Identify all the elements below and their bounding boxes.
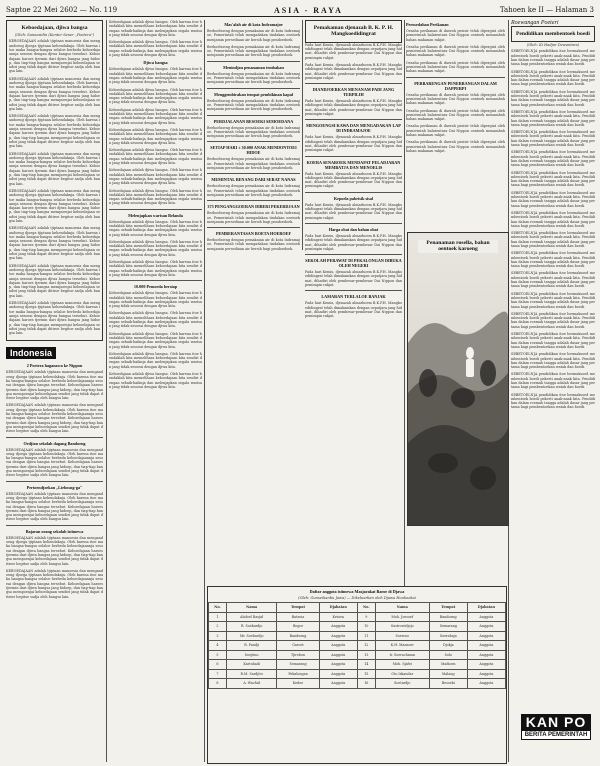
stamp-subtitle: BERITA PEMERINTAH (521, 730, 591, 740)
column-rule (106, 20, 107, 762)
table-cell: Anggota (319, 660, 357, 670)
column-rule (302, 20, 303, 250)
date-issue: Saptoe 22 Mei 2602 — No. 119 (6, 6, 118, 14)
article-body: Keboedajaan adalah djiwa bangsa. Oleh karena itoe hendaklah kita memelihara keboedajaan kita sendiri dengan sebaik-baiknja dan melenjapkan segala warisan jang tidak sesoeai dengan djiwa kita. (109, 372, 202, 389)
article-body: KEBOEDAJAAN adalah tjiptaan manoesia dan mengandoeng djoega tjiptaan kehendaknja. Oleh karena itoe maka bangsa-bangsa selaloe berbeda keboedajaannja sesoeai dengan djiwa bangsa tersebut. Keboedajaan haroes tjermin dari djiwa bangsa jang hidoep, dan tiap-tiap bangsa mempoenjai keboedajaan sendiri jang tidak dapat ditiroe begitoe sadja oleh bangsa lain. (6, 568, 103, 599)
table-cell: Garoet (277, 641, 319, 651)
article-headline: Keboedajaan, djiwa bangsa (21, 25, 88, 31)
table-cell: Semarang (277, 660, 319, 670)
table-header-cell: Tempat (277, 603, 319, 613)
table-cell: Mr. Soebardjo (226, 631, 276, 641)
divider (305, 156, 402, 157)
headline-box (305, 20, 402, 43)
article-body: KEBOEDAJAAN adalah tjiptaan manoesia dan mengandoeng djoega tjiptaan kehendaknja. Oleh karena itoe maka bangsa-bangsa selaloe berbeda keboedajaannja sesoeai dengan djiwa bangsa tersebut. Keboedajaan haroes tjermin dari djiwa bangsa jang hidoep, dan tiap-tiap bangsa mempoenjai keboedajaan sendiri jang tidak dapat ditiroe begitoe sadja oleh bangsa lain. (9, 263, 100, 298)
table-cell: 4 (209, 641, 227, 651)
table-cell: Djokja (429, 641, 467, 651)
article-body: Pada hari Kemis, djenazah almarhoem B.K.P.H. Mangkoedidingrat telah dimakamkan dengan oepatjara jang hidmat, dihadiri oleh pembesar-pembesar Dai Nippon dan pemimpin rakjat. (305, 42, 402, 60)
rosella-field-photo (408, 233, 508, 525)
article-byline: (Oleh: Ki Hadjar Dewantara) (526, 43, 580, 48)
table-cell: 3 (209, 631, 227, 641)
table-cell: 16 (357, 679, 375, 689)
table-cell: Pekalongan (277, 669, 319, 679)
table-cell: Anggota (467, 641, 505, 651)
table-cell: 6 (209, 660, 227, 670)
divider (207, 141, 300, 142)
paper-name: ASIA - RAYA (273, 5, 343, 15)
divider (207, 115, 300, 116)
masthead (6, 4, 594, 17)
feature-photo (407, 232, 509, 526)
article-body: KEBOEDAJAAN adalah tjiptaan manoesia dan mengandoeng djoega tjiptaan kehendaknja. Oleh karena itoe maka bangsa-bangsa selaloe berbeda keboedajaannja sesoeai dengan djiwa bangsa tersebut. Keboedajaan haroes tjermin dari djiwa bangsa jang hidoep, dan tiap-tiap bangsa mempoenjai keboedajaan sendiri jang tidak dapat ditiroe begitoe sadja oleh bangsa lain. (6, 535, 103, 566)
article-body: Berhoeboeng dengan pemakaian air di kota Indramajoe, Pemerintah telah mengadakan tindakan oentoek menjamin persediaan air bersih bagi pendoedoek. (207, 125, 300, 139)
table-header-row (209, 603, 506, 613)
article-body: KEBOEDAJAAN adalah tjiptaan manoesia dan mengandoeng djoega tjiptaan kehendaknja. Oleh karena itoe maka bangsa-bangsa selaloe berbeda keboedajaannja sesoeai dengan djiwa bangsa tersebut. Keboedajaan haroes tjermin dari djiwa bangsa jang hidoep, dan tiap-tiap bangsa mempoenjai keboedajaan sendiri jang tidak dapat ditiroe begitoe sadja oleh bangsa lain. (9, 188, 100, 223)
article-body: KEBOEDAJAAN adalah tjiptaan manoesia dan mengandoeng djoega tjiptaan kehendaknja. Oleh karena itoe maka bangsa-bangsa selaloe berbeda keboedajaannja sesoeai dengan djiwa bangsa tersebut. Keboedajaan haroes tjermin dari djiwa bangsa jang hidoep, dan tiap-tiap bangsa mempoenjai keboedajaan sendiri jang tidak dapat ditiroe begitoe sadja oleh bangsa lain. (9, 76, 100, 111)
divider (305, 192, 402, 193)
table-cell: R. Pandji (226, 641, 276, 651)
table-cell: Anggota (319, 650, 357, 660)
article-body: Keboedajaan adalah djiwa bangsa. Oleh karena itoe hendaklah kita memelihara keboedajaan kita sendiri dengan sebaik-baiknja dan melenjapkan segala warisan jang tidak sesoeai dengan djiwa kita. (109, 67, 202, 85)
divider (207, 88, 300, 89)
article-body: SEBETOELNJA pendidikan itoe bermaksoed membentoek boedi pekerti anak-anak kita. Pendidikan dalam roemah tangga adalah dasar jang pertama bagi pembentoekan watak dan boedi. (511, 231, 595, 248)
headline-box (511, 26, 595, 42)
table-subtitle: (Oleh: Gunseikanbu Jawa) — Dikeluarkan oleh Djawa Hookookai (298, 596, 416, 600)
article-body: Keboedajaan adalah djiwa bangsa. Oleh karena itoe hendaklah kita memelihara keboedajaan kita sendiri dengan sebaik-baiknja dan melenjapkan segala warisan jang tidak sesoeai dengan djiwa kita. (109, 127, 202, 145)
article-body: Berhoeboeng dengan pemakaian air di kota Indramajoe, Pemerintah telah mengadakan tindakan oentoek menjamin persediaan air bersih bagi pendoedoek. (207, 44, 300, 58)
article-body: Keboedajaan adalah djiwa bangsa. Oleh karena itoe hendaklah kita memelihara keboedajaan kita sendiri dengan sebaik-baiknja dan melenjapkan segala warisan jang tidak sesoeai dengan djiwa kita. (109, 260, 202, 277)
article-headline: Harga obat dan bahan obat (328, 226, 379, 232)
article-byline: (Oleh: Sanoesidin (Kenter Sener „Poetera") (14, 33, 95, 38)
table-cell: 13 (357, 650, 375, 660)
table-cell: 14 (357, 660, 375, 670)
feature-headline (418, 238, 498, 255)
article-body: Keboedajaan adalah djiwa bangsa. Oleh karena itoe hendaklah kita memelihara keboedajaan kita sendiri dengan sebaik-baiknja dan melenjapkan segala warisan jang tidak sesoeai dengan djiwa kita. (109, 351, 202, 369)
article-headline: Oedjian sekolah dagang Bandoeng (23, 440, 86, 446)
feature-title: Penanaman rosella, bahan oentoek karoeng (418, 240, 498, 253)
article-body: Keboedajaan adalah djiwa bangsa. Oleh karena itoe hendaklah kita memelihara keboedajaan kita sendiri dengan sebaik-baiknja dan melenjapkan segala warisan jang tidak sesoeai dengan djiwa kita. (109, 311, 202, 329)
table-cell: Anggota (319, 669, 357, 679)
table-cell: 2 (209, 622, 227, 632)
year-page: Tahoen ke II — Halaman 3 (499, 6, 594, 14)
divider (109, 280, 202, 281)
article-body: SEBETOELNJA pendidikan itoe bermaksoed membentoek boedi pekerti anak-anak kita. Pendidikan dalam roemah tangga adalah dasar jang pertama bagi pembentoekan watak dan boedi. (511, 311, 595, 329)
table-cell: Anggota (319, 641, 357, 651)
article-headline: Pendidikan membentoek boedi (516, 31, 590, 37)
table-cell: Anggota (467, 612, 505, 622)
article-body: KEBOEDAJAAN adalah tjiptaan manoesia dan mengandoeng djoega tjiptaan kehendaknja. Oleh karena itoe maka bangsa-bangsa selaloe berbeda keboedajaannja sesoeai dengan djiwa bangsa tersebut. Keboedajaan haroes tjermin dari djiwa bangsa jang hidoep, dan tiap-tiap bangsa mempoenjai keboedajaan sendiri jang tidak dapat ditiroe begitoe sadja oleh bangsa lain. (6, 370, 103, 401)
article-body: Pada hari Kemis, djenazah almarhoem B.K.P.H. Mangkoedidingrat telah dimakamkan dengan oepatjara jang hidmat, dihadiri oleh pembesar-pembesar Dai Nippon dan pemimpin rakjat. (305, 202, 402, 220)
table-cell: Besoeki (429, 679, 467, 689)
article-body: Berhoeboeng dengan pemakaian air di kota Indramajoe, Pemerintah telah mengadakan tindakan oentoek menjamin persediaan air bersih bagi pendoedoek. (207, 211, 300, 224)
table-header-cell: Nama (375, 603, 429, 613)
table-header-cell: Djabatan (467, 603, 505, 613)
table-cell: Anggota (467, 622, 505, 632)
table-cell: Anggota (467, 679, 505, 689)
table-cell: 5 (209, 650, 227, 660)
article-body: Keboedajaan adalah djiwa bangsa. Oleh karena itoe hendaklah kita memelihara keboedajaan kita sendiri dengan sebaik-baiknja dan melenjapkan segala warisan jang tidak sesoeai dengan djiwa kita. (109, 188, 202, 206)
table-cell: Batavia (277, 612, 319, 622)
article-body: Oesaha perikanan di daerah pesisir telah dipergiat oleh pemerintah balatentara Dai Nippon oentoek menambah bahan makanan rakjat. (406, 92, 505, 106)
table-cell: Ketoea (319, 612, 357, 622)
table-cell: 10 (357, 622, 375, 632)
article-body: KEBOEDAJAAN adalah tjiptaan manoesia dan mengandoeng djoega tjiptaan kehendaknja. Oleh karena itoe maka bangsa-bangsa selaloe berbeda keboedajaannja sesoeai dengan djiwa bangsa tersebut. Keboedajaan haroes tjermin dari djiwa bangsa jang hidoep, dan tiap-tiap bangsa mempoenjai keboedajaan sendiri jang tidak dapat ditiroe begitoe sadja oleh bangsa lain. (9, 226, 100, 261)
article-body: Keboedajaan adalah djiwa bangsa. Oleh karena itoe hendaklah kita memelihara keboedajaan kita sendiri dengan sebaik-baiknja dan melenjapkan segala warisan jang tidak sesoeai dengan djiwa kita. (109, 87, 202, 105)
article-headline: PERDJALANAN BESOEKI SEMOEDANA (213, 118, 294, 124)
divider (207, 227, 300, 228)
article-body: Oesaha perikanan di daerah pesisir telah dipergiat oleh pemerintah balatentara Dai Nippon oentoek menambah bahan makanan rakjat. (406, 44, 505, 58)
table-cell: Soerabaja (429, 631, 467, 641)
article-headline: Djiwa bangsa (143, 60, 168, 66)
article-body: SEBETOELNJA pendidikan itoe bermaksoed membentoek boedi pekerti anak-anak kita. Pendidikan dalam roemah tangga adalah dasar jang pertama bagi pembentoekan watak dan boedi. (511, 150, 595, 168)
column-5 (406, 20, 505, 230)
table-cell: Soeroso (375, 631, 429, 641)
table-cell: Sastrowidjojo (375, 622, 429, 632)
article-body: SEBETOELNJA pendidikan itoe bermaksoed membentoek boedi pekerti anak-anak kita. Pendidikan dalam roemah tangga adalah dasar jang pertama bagi pembentoekan watak dan boedi. (511, 170, 595, 188)
article-headline: Pemakaman djenazah B. K. P. H. Mangkoedidingrat (313, 25, 394, 38)
divider (207, 61, 300, 62)
article-headline: Kepoela pabrisik sisal (333, 195, 374, 201)
article-body: SEBETOELNJA pendidikan itoe bermaksoed membentoek boedi pekerti anak-anak kita. Pendidikan dalam roemah tangga adalah dasar jang pertama bagi pembentoekan watak dan boedi. (511, 210, 595, 228)
article-headline: Menindjau penanaman tembakau (223, 64, 284, 70)
table-cell: Soejitno (226, 650, 276, 660)
article-headline: Bajaran oeang sekolah istimewa (25, 528, 84, 534)
article-body: Berhoeboeng dengan pemakaian air di kota Indramajoe, Pemerintah telah mengadakan tindakan oentoek menjamin persediaan air bersih bagi pendoedoek. (207, 157, 300, 171)
article-headline: Menggembirakan tempat pembikinan kapal (214, 91, 293, 97)
article-headline: MENGOENGSI KAWA DAN MENGADAKAN LAP DI INDRAMAJOE (306, 123, 401, 134)
table-cell: Anggota (467, 650, 505, 660)
table-cell: Malang (429, 669, 467, 679)
table-cell: 7 (209, 669, 227, 679)
table-cell: Anggota (467, 631, 505, 641)
table-cell: 9 (357, 612, 375, 622)
column-2 (109, 20, 202, 762)
article-body: Keboedajaan adalah djiwa bangsa. Oleh karena itoe hendaklah kita memelihara keboedajaan kita sendiri dengan sebaik-baiknja dan melenjapkan segala warisan jang tidak sesoeai dengan djiwa kita. (109, 239, 202, 257)
table-cell: 11 (357, 631, 375, 641)
article-headline: Pertoendjoekan „Liebosng-ga" (26, 484, 83, 490)
article-body: SEBETOELNJA pendidikan itoe bermaksoed membentoek boedi pekerti anak-anak kita. Pendidikan dalam roemah tangga adalah dasar jang pertama bagi pembentoekan watak dan boedi. (511, 190, 595, 208)
table-row (209, 650, 506, 660)
article-body: Keboedajaan adalah djiwa bangsa. Oleh karena itoe hendaklah kita memelihara keboedajaan kita sendiri dengan sebaik-baiknja dan melenjapkan segala warisan jang tidak sesoeai dengan djiwa kita. (109, 148, 202, 166)
table-row (209, 641, 506, 651)
column-rule (204, 20, 205, 762)
table-cell: 12 (357, 641, 375, 651)
table-cell: Madioen (429, 660, 467, 670)
table-header-cell: Nama (226, 603, 276, 613)
table-row (209, 612, 506, 622)
table-cell: 8 (209, 679, 227, 689)
article-headline: SEKOLAH PERAWAT DI PEKALONGAN DIBUKA OLEH NEGERI (305, 258, 402, 269)
table-header-cell: No. (209, 603, 227, 613)
article-body: Keboedajaan adalah djiwa bangsa. Oleh karena itoe hendaklah kita memelihara keboedajaan kita sendiri dengan sebaik-baiknja dan melenjapkan segala warisan jang tidak sesoeai dengan djiwa kita. (109, 219, 202, 237)
article-body: Berhoeboeng dengan pemakaian air di kota Indramajoe, Pemerintah telah mengadakan tindakan oentoek menjamin persediaan air bersih bagi pendoedoek. (207, 98, 300, 112)
column-6 (511, 20, 595, 710)
article-body: Berhoeboeng dengan pemakaian air di kota Indramajoe, Pemerintah telah mengadakan tindakan oentoek menjamin persediaan air bersih bagi pendoedoek. (207, 238, 300, 251)
article-body: KEBOEDAJAAN adalah tjiptaan manoesia dan mengandoeng djoega tjiptaan kehendaknja. Oleh karena itoe maka bangsa-bangsa selaloe berbeda keboedajaannja sesoeai dengan djiwa bangsa tersebut. Keboedajaan haroes tjermin dari djiwa bangsa jang hidoep, dan tiap-tiap bangsa mempoenjai keboedajaan sendiri jang tidak dapat ditiroe begitoe sadja oleh bangsa lain. (6, 447, 103, 478)
article-body: Keboedajaan adalah djiwa bangsa. Oleh karena itoe hendaklah kita memelihara keboedajaan kita sendiri dengan sebaik-baiknja dan melenjapkan segala warisan jang tidak sesoeai dengan djiwa kita. (109, 20, 202, 37)
table-cell: Kedoe (277, 679, 319, 689)
article-body: Berhoeboeng dengan pemakaian air di kota Indramajoe, Pemerintah telah mengadakan tindakan oentoek menjamin persediaan air bersih bagi pendoedoek. (207, 71, 300, 85)
table-cell: R. Soekardjo (226, 622, 276, 632)
table-cell: R.M. Sardjito (226, 669, 276, 679)
article-body: KEBOEDAJAAN adalah tjiptaan manoesia dan mengandoeng djoega tjiptaan kehendaknja. Oleh karena itoe maka bangsa-bangsa selaloe berbeda keboedajaannja sesoeai dengan djiwa bangsa tersebut. Keboedajaan haroes tjermin dari djiwa bangsa jang hidoep, dan tiap-tiap bangsa mempoenjai keboedajaan sendiri jang tidak dapat ditiroe begitoe sadja oleh bangsa lain. (9, 301, 100, 336)
table-row (209, 669, 506, 679)
article-body: Keboedajaan adalah djiwa bangsa. Oleh karena itoe hendaklah kita memelihara keboedajaan kita sendiri dengan sebaik-baiknja dan melenjapkan segala warisan jang tidak sesoeai dengan djiwa kita. (109, 331, 202, 349)
article-headline: 10.000 Pemoeda bersiap (133, 284, 178, 290)
table-cell: Moh. Joesoef (375, 612, 429, 622)
table-cell: Bandoeng (277, 631, 319, 641)
article-headline: 375 PENGANGGOERAN DIBERI PEKERDJAAN (207, 204, 300, 210)
table-header-cell: No. (357, 603, 375, 613)
table-cell: K.H. Mansoer (375, 641, 429, 651)
article-body: KEBOEDAJAAN adalah tjiptaan manoesia dan mengandoeng djoega tjiptaan kehendaknja. Oleh karena itoe maka bangsa-bangsa selaloe berbeda keboedajaannja sesoeai dengan djiwa bangsa tersebut. Keboedajaan haroes tjermin dari djiwa bangsa jang hidoep, dan tiap-tiap bangsa mempoenjai keboedajaan sendiri jang tidak dapat ditiroe begitoe sadja oleh bangsa lain. (6, 491, 103, 522)
article-body: Berhoeboeng dengan pemakaian air di kota Indramajoe, Pemerintah telah mengadakan tindakan oentoek menjamin persediaan air bersih bagi pendoedoek. (207, 184, 300, 197)
article-body: Keboedajaan adalah djiwa bangsa. Oleh karena itoe hendaklah kita memelihara keboedajaan kita sendiri dengan sebaik-baiknja dan melenjapkan segala warisan jang tidak sesoeai dengan djiwa kita. (109, 291, 202, 309)
table-cell: Anggota (319, 622, 357, 632)
article-headline: 2 Poetera haganawa ke Nippon (26, 363, 83, 369)
article-headline: LAMARAN TERLALOE BANJAK (321, 294, 386, 300)
article-body: SEBETOELNJA pendidikan itoe bermaksoed membentoek boedi pekerti anak-anak kita. Pendidikan dalam roemah tangga adalah dasar jang pertama bagi pembentoekan watak dan boedi. (511, 332, 595, 349)
divider (207, 173, 300, 174)
article-body: SEBETOELNJA pendidikan itoe bermaksoed membentoek boedi pekerti anak-anak kita. Pendidikan dalam roemah tangga adalah dasar jang pertama bagi pembentoekan watak dan boedi. (511, 271, 595, 289)
kanpo-stamp (521, 714, 591, 740)
article-body: SEBETOELNJA pendidikan itoe bermaksoed membentoek boedi pekerti anak-anak kita. Pendidikan dalam roemah tangga adalah dasar jang pertama bagi pembentoekan watak dan boedi. (511, 49, 595, 67)
column-1 (6, 20, 103, 762)
table-header-cell: Tempat (429, 603, 467, 613)
article-body: SEBETOELNJA pendidikan itoe bermaksoed membentoek boedi pekerti anak-anak kita. Pendidikan dalam roemah tangga adalah dasar jang pertama bagi pembentoekan watak dan boedi. (511, 89, 595, 107)
table-cell: Anggota (467, 660, 505, 670)
article-body: Pada hari Kemis, djenazah almarhoem B.K.P.H. Mangkoedidingrat telah dimakamkan dengan oepatjara jang hidmat, dihadiri oleh pembesar-pembesar Dai Nippon dan pemimpin rakjat. (305, 99, 402, 117)
table-row (209, 622, 506, 632)
article-body: SEBETOELNJA pendidikan itoe bermaksoed membentoek boedi pekerti anak-anak kita. Pendidikan dalam roemah tangga adalah dasar jang pertama bagi pembentoekan watak dan boedi. (511, 352, 595, 370)
article-body: Pada hari Kemis, djenazah almarhoem B.K.P.H. Mangkoedidingrat telah dimakamkan dengan oepatjara jang hidmat, dihadiri oleh pembesar-pembesar Dai Nippon dan pemimpin rakjat. (305, 270, 402, 288)
article-body: KEBOEDAJAAN adalah tjiptaan manoesia dan mengandoeng djoega tjiptaan kehendaknja. Oleh karena itoe maka bangsa-bangsa selaloe berbeda keboedajaannja sesoeai dengan djiwa bangsa tersebut. Keboedajaan haroes tjermin dari djiwa bangsa jang hidoep, dan tiap-tiap bangsa mempoenjai keboedajaan sendiri jang tidak dapat ditiroe begitoe sadja oleh bangsa lain. (6, 403, 103, 434)
table-cell: Semarang (429, 622, 467, 632)
article-body: KEBOEDAJAAN adalah tjiptaan manoesia dan mengandoeng djoega tjiptaan kehendaknja. Oleh karena itoe maka bangsa-bangsa selaloe berbeda keboedajaannja sesoeai dengan djiwa bangsa tersebut. Keboedajaan haroes tjermin dari djiwa bangsa jang hidoep, dan tiap-tiap bangsa mempoenjai keboedajaan sendiri jang tidak dapat ditiroe begitoe sadja oleh bangsa lain. (9, 39, 100, 74)
divider (6, 481, 103, 482)
article-body: Keboedajaan adalah djiwa bangsa. Oleh karena itoe hendaklah kita memelihara keboedajaan kita sendiri dengan sebaik-baiknja dan melenjapkan segala warisan jang tidak sesoeai dengan djiwa kita. (109, 40, 202, 58)
section-label: Indonesia (6, 347, 56, 359)
table-row (209, 679, 506, 689)
article-headline: PERBARENGAN PENERBANGAN DALAM DAPPERPI (414, 80, 497, 91)
article-headline: Melenjapkan warisan Belanda (128, 212, 183, 218)
table-cell: A. Wachid (226, 679, 276, 689)
article-body: SEBETOELNJA pendidikan itoe bermaksoed membentoek boedi pekerti anak-anak kita. Pendidikan dalam roemah tangga adalah dasar jang pertama bagi pembentoekan watak dan boedi. (511, 291, 595, 309)
article-body: Oesaha perikanan di daerah pesisir telah dipergiat oleh pemerintah balatentara Dai Nippon oentoek menambah bahan makanan rakjat. (406, 140, 505, 153)
article-body: SEBETOELNJA pendidikan itoe bermaksoed membentoek boedi pekerti anak-anak kita. Pendidikan dalam roemah tangga adalah dasar jang pertama bagi pembentoekan watak dan boedi. (511, 251, 595, 269)
article-body: SEBETOELNJA pendidikan itoe bermaksoed membentoek boedi pekerti anak-anak kita. Pendidikan dalam roemah tangga adalah dasar jang pertama bagi pembentoekan watak dan boedi. (511, 372, 595, 390)
divider (109, 209, 202, 210)
member-table (207, 586, 507, 764)
table-cell: Ir. Soerachman (375, 650, 429, 660)
section-label: Roewangan Poeteri (511, 20, 559, 26)
article-body: Pada hari Kemis, djenazah almarhoem B.K.P.H. Mangkoedidingrat telah dimakamkan dengan oepatjara jang hidmat, dihadiri oleh pembesar-pembesar Dai Nippon dan pemimpin rakjat. (305, 63, 402, 80)
table-cell: Anggota (319, 679, 357, 689)
table-cell: Anggota (319, 631, 357, 641)
stamp-title: KAN PO (525, 714, 587, 730)
article-headline: SETIAP HARI ± 30.000 ANAK MENDONTOEI HIDOE (210, 145, 297, 156)
feature-headline-area (305, 232, 405, 292)
table-cell: Moh. Sjafei (375, 660, 429, 670)
divider (6, 525, 103, 526)
article-body: Berhoeboeng dengan pemakaian air di kota Indramajoe, Pemerintah telah mengadakan tindakan oentoek menjamin persediaan air bersih bagi pendoedoek. (207, 29, 300, 42)
article-headline: MEMINTAL BENANG DARI SERAT NANAS (211, 177, 296, 183)
table-body (209, 612, 506, 688)
article-body: Pada hari Kemis, djenazah almarhoem B.K.P.H. Mangkoedidingrat telah dimakamkan dengan oepatjara jang hidmat, dihadiri oleh pembesar-pembesar Dai Nippon dan pemimpin rakjat. (305, 301, 402, 319)
table-row (209, 631, 506, 641)
table-header-cell: Djabatan (319, 603, 357, 613)
divider (305, 223, 402, 224)
article-body: KEBOEDAJAAN adalah tjiptaan manoesia dan mengandoeng djoega tjiptaan kehendaknja. Oleh karena itoe maka bangsa-bangsa selaloe berbeda keboedajaannja sesoeai dengan djiwa bangsa tersebut. Keboedajaan haroes tjermin dari djiwa bangsa jang hidoep, dan tiap-tiap bangsa mempoenjai keboedajaan sendiri jang tidak dapat ditiroe begitoe sadja oleh bangsa lain. (9, 114, 100, 149)
table-cell: Bandoeng (429, 612, 467, 622)
article-body: Pada hari Kemis, djenazah almarhoem B.K.P.H. Mangkoedidingrat telah dimakamkan dengan oepatjara jang hidmat, dihadiri oleh pembesar-pembesar Dai Nippon dan pemimpin rakjat. (305, 135, 402, 153)
table-cell: Kartohadi (226, 660, 276, 670)
article-body: Oesaha perikanan di daerah pesisir telah dipergiat oleh pemerintah balatentara Dai Nippon oentoek menambah bahan makanan rakjat. (406, 60, 505, 74)
table-cell: Tjirebon (277, 650, 319, 660)
table-cell: 15 (357, 669, 375, 679)
table-title: Daftar anggota istimewa Masjarakat Baroe di Djawa (309, 589, 405, 594)
article-body: Pada hari Kemis, djenazah almarhoem B.K.P.H. Mangkoedidingrat telah dimakamkan dengan oepatjara jang hidmat, dihadiri oleh pembesar-pembesar Dai Nippon dan pemimpin rakjat. (305, 171, 402, 189)
article-body: SEBETOELNJA pendidikan itoe bermaksoed membentoek boedi pekerti anak-anak kita. Pendidikan dalam roemah tangga adalah dasar jang pertama bagi pembentoekan watak dan boedi. (511, 130, 595, 148)
divider (305, 83, 402, 84)
article-body: Keboedajaan adalah djiwa bangsa. Oleh karena itoe hendaklah kita memelihara keboedajaan kita sendiri dengan sebaik-baiknja dan melenjapkan segala warisan jang tidak sesoeai dengan djiwa kita. (109, 107, 202, 125)
article-body: Oesaha perikanan di daerah pesisir telah dipergiat oleh pemerintah balatentara Dai Nippon oentoek menambah bahan makanan rakjat. (406, 124, 505, 138)
table-row (209, 660, 506, 670)
member-grid (208, 602, 506, 689)
article-headline: Mas'alah air di kota Indramajoe (224, 22, 283, 27)
article-body: Pada hari Kemis, djenazah almarhoem B.K.P.H. Mangkoedidingrat telah dimakamkan dengan oepatjara jang hidmat, dihadiri oleh pembesar-pembesar Dai Nippon dan pemimpin rakjat. (305, 233, 402, 251)
table-cell: Bogor (277, 622, 319, 632)
article-body: Oesaha perikanan di daerah pesisir telah dipergiat oleh pemerintah balatentara Dai Nippon oentoek menambah bahan makanan rakjat. (406, 108, 505, 122)
divider (406, 77, 505, 78)
article-body: SEBETOELNJA pendidikan itoe bermaksoed membentoek boedi pekerti anak-anak kita. Pendidikan dalam roemah tangga adalah dasar jang pertama bagi pembentoekan watak dan boedi. (511, 69, 595, 87)
article-headline: DIANDJOERKAN MENANAM PADI JANG TERPILIH (312, 87, 395, 98)
divider (207, 200, 300, 201)
table-cell: Solo (429, 650, 467, 660)
divider (305, 119, 402, 120)
article-body: Keboedajaan adalah djiwa bangsa. Oleh karena itoe hendaklah kita memelihara keboedajaan kita sendiri dengan sebaik-baiknja dan melenjapkan segala warisan jang tidak sesoeai dengan djiwa kita. (109, 168, 202, 186)
lead-article (6, 20, 103, 341)
table-cell: Oto Iskandar (375, 669, 429, 679)
article-headline: Perosedahan Perikanan (406, 22, 449, 27)
table-cell: 1 (209, 612, 227, 622)
article-headline: PEMBERANTASAN BOETA HOEROEF (216, 231, 291, 237)
table-cell: Soetardjo (375, 679, 429, 689)
article-body: Oesaha perikanan di daerah pesisir telah dipergiat oleh pemerintah balatentara Dai Nippon oentoek menambah bahan makanan rakjat. (406, 29, 505, 42)
article-body: KEBOEDAJAAN adalah tjiptaan manoesia dan mengandoeng djoega tjiptaan kehendaknja. Oleh karena itoe maka bangsa-bangsa selaloe berbeda keboedajaannja sesoeai dengan djiwa bangsa tersebut. Keboedajaan haroes tjermin dari djiwa bangsa jang hidoep, dan tiap-tiap bangsa mempoenjai keboedajaan sendiri jang tidak dapat ditiroe begitoe sadja oleh bangsa lain. (9, 151, 100, 186)
article-body: SEBETOELNJA pendidikan itoe bermaksoed membentoek boedi pekerti anak-anak kita. Pendidikan dalam roemah tangga adalah dasar jang pertama bagi pembentoekan watak dan boedi. (511, 109, 595, 127)
article-body: SEBETOELNJA pendidikan itoe bermaksoed membentoek boedi pekerti anak-anak kita. Pendidikan dalam roemah tangga adalah dasar jang pertama bagi pembentoekan watak dan boedi. (511, 392, 595, 410)
article-headline: KOERA SENAROEK MENDAPAT PELADJARAN MEMBATJA DAN MENOELIS (306, 159, 401, 170)
table-cell: Anggota (467, 669, 505, 679)
table-cell: Abdoel Rasjid (226, 612, 276, 622)
divider (6, 437, 103, 438)
